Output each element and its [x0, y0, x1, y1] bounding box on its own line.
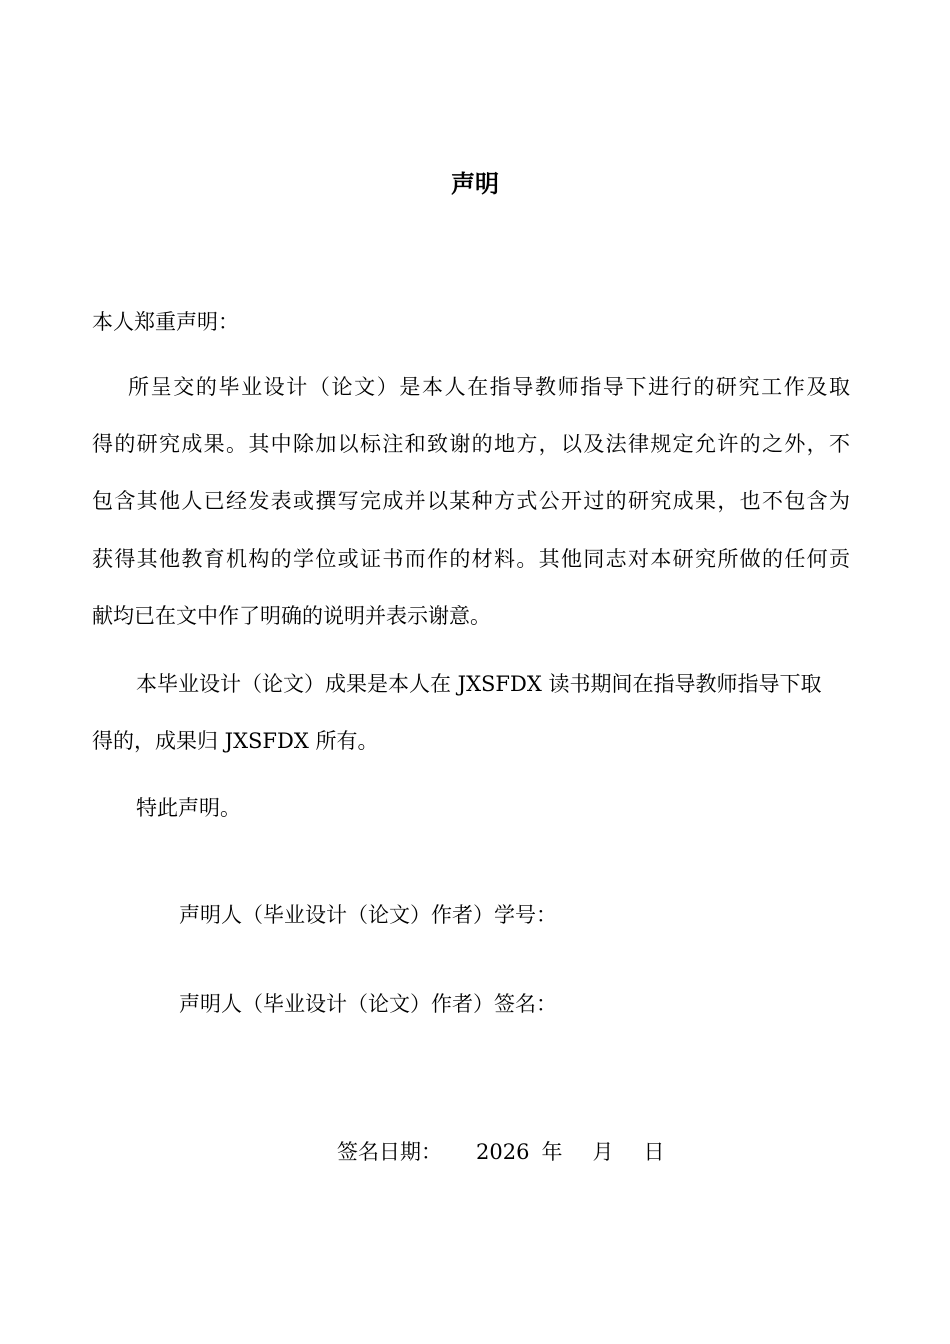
paragraph2-line-2: 得的，成果归 JXSFDX 所有。: [92, 729, 379, 753]
page-title: 声明: [451, 170, 499, 198]
date-month-unit: 月: [592, 1140, 614, 1164]
date-year-unit: 年: [541, 1140, 563, 1164]
date-label: 签名日期：: [337, 1140, 442, 1164]
paragraph1-line-5: 献均已在文中作了明确的说明并表示谢意。: [92, 604, 491, 628]
date-day-unit: 日: [643, 1140, 665, 1164]
opening-statement: 本人郑重声明：: [92, 310, 239, 334]
paragraph2-line-1: 本毕业设计（论文）成果是本人在 JXSFDX 读书期间在指导教师指导下取: [136, 672, 822, 696]
signature-date: [337, 1138, 664, 1166]
paragraph1-line-1: 所呈交的毕业设计（论文）是本人在指导教师指导下进行的研究工作及取: [128, 375, 850, 399]
paragraph1-line-4: 获得其他教育机构的学位或证书而作的材料。其他同志对本研究所做的任何贡: [92, 547, 850, 571]
student-id-label: 声明人（毕业设计（论文）作者）学号：: [179, 903, 557, 927]
paragraph1-line-3: 包含其他人已经发表或撰写完成并以某种方式公开过的研究成果，也不包含为: [92, 489, 850, 513]
closing-statement: 特此声明。: [136, 796, 241, 820]
signature-label: 声明人（毕业设计（论文）作者）签名：: [179, 992, 557, 1016]
date-year: 2026: [476, 1140, 530, 1164]
paragraph1-line-2: 得的研究成果。其中除加以标注和致谢的地方，以及法律规定允许的之外，不: [92, 432, 850, 456]
